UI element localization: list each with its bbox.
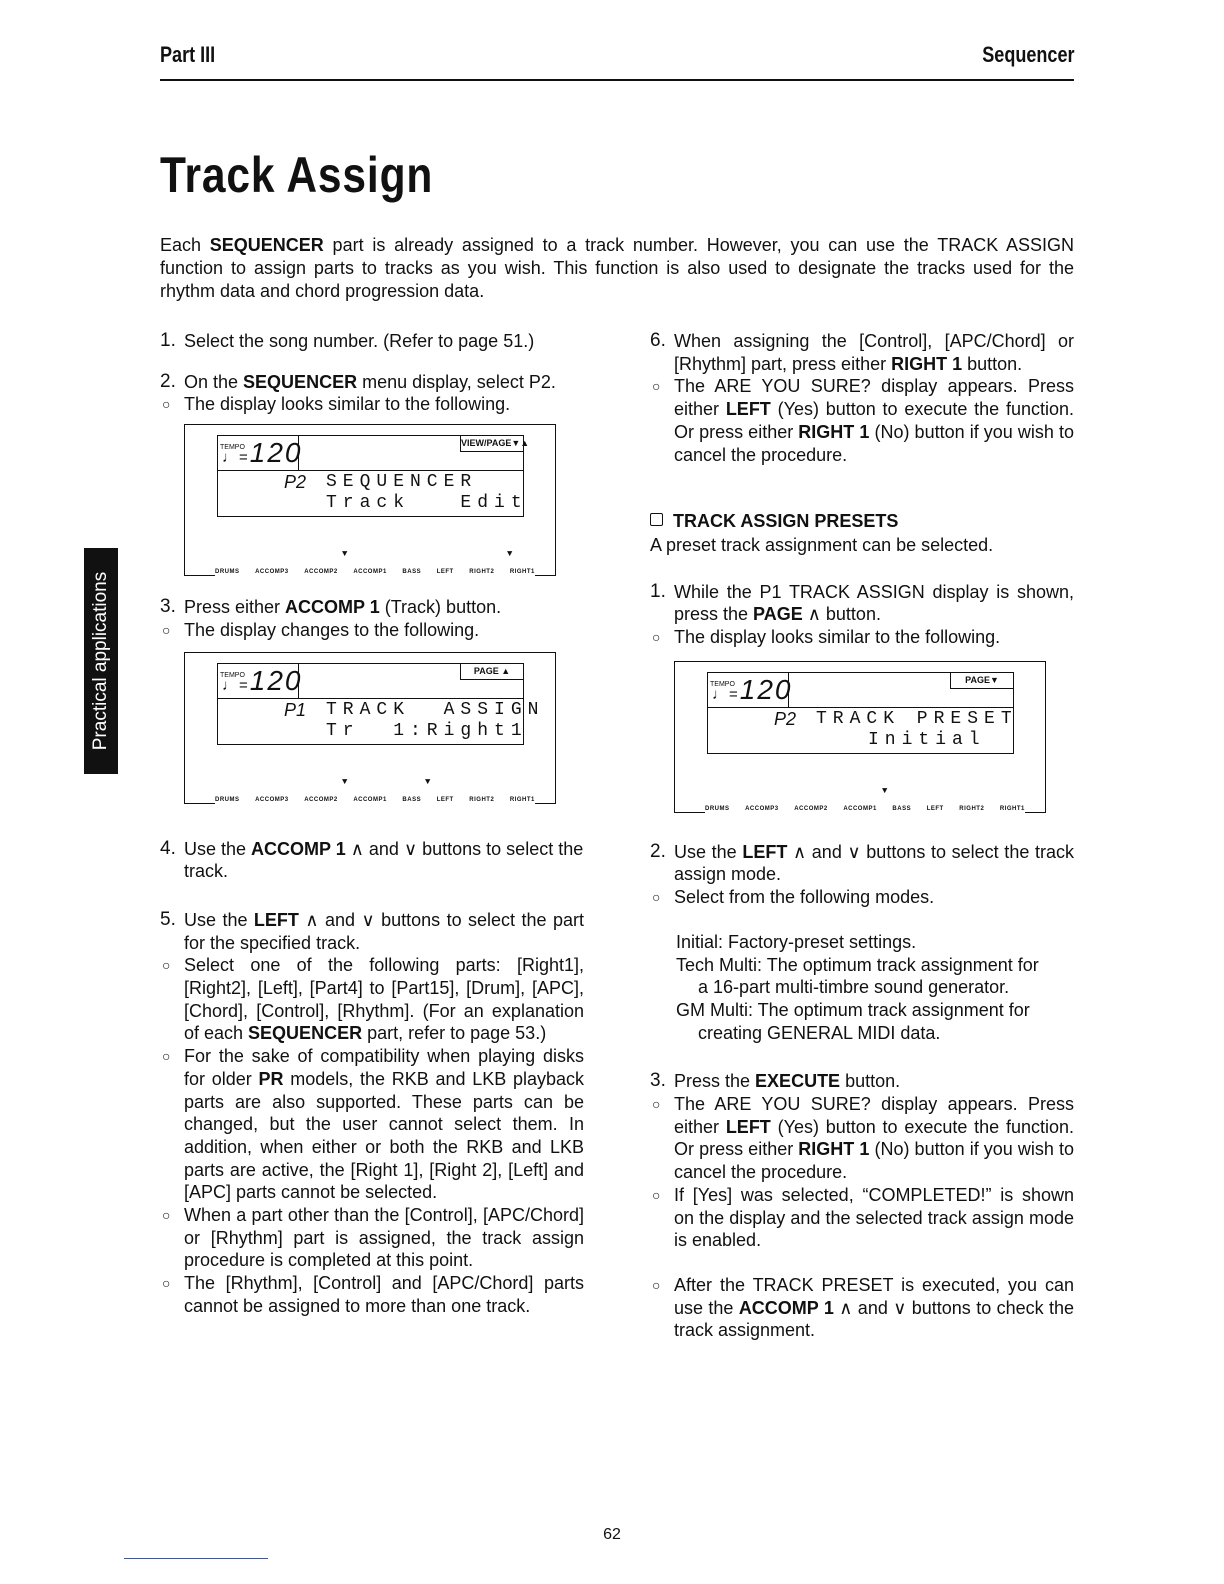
intro-paragraph (160, 234, 1074, 303)
lcd-label: DRUMS (215, 569, 240, 576)
step-number: 2. (160, 370, 176, 392)
step-text: Use the (184, 909, 254, 930)
bullet-bold: SEQUENCER (248, 1023, 363, 1044)
bullet (650, 1184, 1074, 1252)
lcd-page-number: P2 (284, 472, 307, 493)
step-number: 1. (160, 330, 176, 351)
note-icon: ♩= (712, 685, 740, 703)
bullet (160, 954, 584, 1045)
lcd-label: DRUMS (215, 796, 240, 803)
lcd-tempo-value (712, 675, 792, 710)
lcd-tempo-value (222, 438, 302, 473)
bullet-text: For the sake of compatibility when playing disks for older (184, 1046, 584, 1089)
step-3 (160, 596, 584, 619)
lcd-label: LEFT (436, 569, 454, 576)
side-tab-label: Practical applications (90, 571, 111, 751)
step-4 (160, 838, 584, 883)
side-tab (84, 548, 118, 774)
left-column (160, 330, 584, 1318)
step-bold: ACCOMP 1 (285, 597, 380, 618)
lcd-label: ACCOMP1 (353, 796, 387, 803)
bullet (160, 1272, 584, 1317)
section-title-text: TRACK ASSIGN PRESETS (673, 511, 899, 532)
bullet-text: (Yes) button to execute the function. Or press either (674, 1116, 1074, 1160)
lcd-button-labels (215, 789, 535, 812)
step-number: 3. (650, 1070, 666, 1092)
lcd-tempo-cell (218, 664, 303, 698)
bullet-icon: ○ (652, 1276, 661, 1293)
step-bold: LEFT (253, 909, 299, 930)
step-number: 2. (650, 840, 666, 862)
step-text: Use the (674, 841, 743, 862)
down-arrow-icon: ▼ (342, 776, 348, 787)
bullet-text: The display looks similar to the following. (674, 627, 1001, 648)
preset-step-3 (650, 1070, 1074, 1093)
step-text: On the (184, 371, 244, 392)
step-text: button. (840, 1071, 901, 1092)
step-text: While the P1 TRACK ASSIGN display is shown, press the (674, 581, 1074, 625)
lcd-top-box (217, 663, 524, 699)
lcd-main-box (217, 469, 528, 517)
bullet-bold: RIGHT 1 (798, 1139, 870, 1160)
lcd-line-2: Initial (868, 729, 986, 750)
lcd-label: RIGHT2 (959, 806, 985, 813)
lcd-line-2: Tr 1:Right1 (326, 720, 528, 741)
bullet-icon: ○ (162, 1207, 171, 1224)
bullet-text: When a part other than the [Control], [APC/Chord] or [Rhythm] part is assigned, the track assign procedure is completed at this point. (184, 1205, 584, 1271)
bullet-text: ∧ and ∨ buttons to check the track assignment. (674, 1297, 1075, 1341)
lcd-page-indicator: PAGE ▲ (460, 664, 523, 680)
step-5 (160, 909, 584, 954)
lcd-main-box (217, 697, 545, 745)
bullet-text: The display looks similar to the following. (184, 394, 511, 415)
bullet (650, 1093, 1074, 1184)
step-text: ∧ and ∨ buttons to select the part for the specified track. (184, 909, 584, 953)
lcd-label: LEFT (436, 796, 454, 803)
page-title: Track Assign (160, 147, 434, 203)
footer-line (124, 1558, 268, 1559)
bullet-bold: RIGHT 1 (798, 421, 870, 442)
lcd-display-track-assign (184, 652, 556, 804)
bullet-text: models, the RKB and LKB playback parts are also supported. These parts can be changed, but the user cannot select them. In addition, when either or both the RKB and LKB parts are active, the [Right 1], [Right 2], [Left] and [APC] parts cannot be selected. (184, 1068, 584, 1203)
lcd-tempo-number: 120 (249, 437, 303, 469)
lcd-line-1: SEQUENCER (326, 472, 478, 493)
step-number: 4. (160, 837, 176, 859)
lcd-label: ACCOMP2 (304, 796, 338, 803)
mode-gm-multi: GM Multi: The optimum track assignment for (676, 999, 1030, 1020)
bullet-icon: ○ (652, 889, 661, 906)
bullet-text: The ARE YOU SURE? display appears. Press either (674, 376, 1074, 420)
step-text: ∧ button. (802, 604, 881, 625)
right-column (650, 330, 1074, 1342)
lcd-main-box (707, 706, 1018, 754)
bullet-icon: ○ (162, 396, 171, 413)
step-text: ∧ and ∨ buttons to select the track. (184, 838, 584, 882)
lcd-page-number: P1 (284, 699, 307, 720)
step-bold: EXECUTE (755, 1071, 841, 1092)
lcd-label: ACCOMP3 (255, 569, 289, 576)
step-number: 3. (160, 596, 176, 618)
step-text: button. (962, 353, 1023, 374)
step-text: ∧ and ∨ buttons to select the track assign mode. (674, 841, 1074, 885)
bullet-text: (Yes) button to execute the function. Or press either (674, 399, 1074, 442)
lcd-button-labels (705, 798, 1025, 821)
step-text: Use the (184, 838, 252, 859)
bullet (160, 619, 584, 642)
bullet-text: The [Rhythm], [Control] and [APC/Chord] parts cannot be assigned to more than one track. (184, 1273, 584, 1316)
lcd-label: RIGHT1 (509, 569, 535, 576)
step-number: 1. (650, 580, 666, 602)
lcd-label: DRUMS (705, 806, 730, 813)
bullet-icon: ○ (162, 1275, 171, 1292)
note-icon: ♩= (222, 449, 250, 467)
intro-bold: SEQUENCER (209, 235, 324, 255)
preset-step-2 (650, 841, 1074, 886)
step-bold: RIGHT 1 (891, 353, 963, 374)
section-intro: A preset track assignment can be selected. (650, 534, 994, 555)
lcd-label: ACCOMP3 (745, 806, 779, 813)
intro-text-1: Each (160, 235, 210, 255)
bullet-bold: PR (258, 1068, 284, 1089)
step-text: Press the (674, 1071, 756, 1092)
bullet-icon: ○ (652, 629, 661, 646)
step-number: 5. (160, 908, 176, 930)
bullet-text: part, refer to page 53.) (362, 1023, 547, 1044)
bullet-icon: ○ (652, 1096, 661, 1113)
step-number: 6. (650, 330, 666, 351)
lcd-label: ACCOMP1 (353, 569, 387, 576)
lcd-tempo-label: TEMPO (220, 444, 245, 452)
lcd-line-2: Track Edit (326, 493, 528, 514)
lcd-label: RIGHT1 (509, 796, 535, 803)
bullet-text: If [Yes] was selected, “COMPLETED!” is shown on the display and the selected track assign mode is enabled. (674, 1184, 1074, 1251)
section-title (650, 510, 1074, 533)
step-bold: PAGE (753, 604, 803, 625)
bullet-text: The display changes to the following. (184, 619, 480, 640)
lcd-page-indicator: PAGE▼ (950, 673, 1013, 689)
lcd-label: RIGHT2 (469, 796, 495, 803)
bullet-icon: ○ (162, 957, 171, 974)
step-text: menu display, select P2. (357, 371, 556, 392)
note-icon: ♩= (222, 676, 250, 694)
lcd-label: RIGHT2 (469, 569, 495, 576)
header-rule (160, 79, 1074, 81)
lcd-label: ACCOMP2 (304, 569, 338, 576)
bullet-bold: ACCOMP 1 (738, 1297, 834, 1318)
step-1 (160, 330, 584, 353)
lcd-tempo-label: TEMPO (220, 671, 245, 679)
step-text: Select the song number. (Refer to page 51.) (184, 331, 535, 351)
bullet (160, 393, 584, 416)
page-number: 62 (603, 1526, 621, 1543)
section-square-icon (650, 513, 663, 526)
lcd-label: ACCOMP3 (255, 796, 289, 803)
lcd-tempo-label: TEMPO (710, 680, 735, 688)
mode-initial: Initial: Factory-preset settings. (676, 931, 917, 952)
step-6 (650, 330, 1074, 375)
lcd-tempo-value (222, 666, 302, 701)
step-text: When assigning the [Control], [APC/Chord] or [Rhythm] part, press either (674, 331, 1074, 374)
down-arrow-icon: ▼ (882, 785, 888, 796)
bullet-text: The ARE YOU SURE? display appears. Press either (674, 1094, 1074, 1137)
step-2 (160, 371, 584, 394)
bullet-text: (No) button if you wish to cancel the procedure. (674, 421, 1074, 465)
lcd-label: BASS (402, 569, 422, 576)
mode-list (650, 931, 1074, 1045)
preset-step-1 (650, 581, 1074, 626)
lcd-top-box (707, 672, 1014, 708)
bullet-text: (No) button if you wish to cancel the procedure. (674, 1139, 1074, 1183)
lcd-tempo-number: 120 (249, 664, 303, 696)
lcd-label: ACCOMP2 (794, 806, 828, 813)
lcd-tempo-number: 120 (739, 673, 793, 705)
bullet-icon: ○ (162, 621, 171, 638)
bullet (160, 1204, 584, 1272)
lcd-label: LEFT (926, 806, 944, 813)
lcd-button-labels (215, 561, 535, 584)
lcd-page-number: P2 (774, 708, 797, 729)
bullet-bold: LEFT (725, 1116, 771, 1137)
mode-gm-multi-desc: creating GENERAL MIDI data. (698, 1022, 941, 1043)
bullet (650, 626, 1074, 649)
bullet (650, 375, 1074, 466)
bullet-bold: LEFT (725, 399, 771, 420)
down-arrow-icon: ▼ (342, 549, 348, 560)
bullet (160, 1045, 584, 1204)
down-arrow-icon: ▼ (507, 549, 513, 560)
lcd-display-track-preset (674, 661, 1046, 813)
intro-text-2: part is already assigned to a track number. However, you can use the TRACK ASSIGN function to assign parts to tracks as you wish. This function is also used to designate the tracks used for the rhythm data and chord progression data. (160, 235, 1074, 301)
bullet-text: Select one of the following parts: [Right1], [Right2], [Left], [Part4] to [Part15], [Drum], [APC], [Chord], [Control], [Rhythm]. (For an explanation of each (184, 955, 584, 1044)
step-bold: ACCOMP 1 (251, 838, 346, 859)
bullet-icon: ○ (652, 1186, 661, 1203)
step-text: Press either (184, 597, 286, 618)
mode-tech-multi-desc: a 16-part multi-timbre sound generator. (698, 977, 1010, 998)
step-bold: LEFT (742, 841, 788, 862)
lcd-page-indicator: VIEW/PAGE▼▲ (460, 436, 523, 452)
lcd-display-sequencer-menu (184, 424, 556, 576)
header-part: Part III (160, 42, 216, 67)
bullet (650, 886, 1074, 909)
bullet-icon: ○ (652, 378, 661, 395)
lcd-tempo-cell (708, 673, 793, 707)
bullet-text: Select from the following modes. (674, 887, 935, 908)
bullet-icon: ○ (162, 1048, 171, 1065)
step-bold: SEQUENCER (243, 371, 358, 392)
bullet-text: After the TRACK PRESET is executed, you can use the (674, 1274, 1074, 1318)
header-section: Sequencer (981, 42, 1074, 67)
lcd-label: ACCOMP1 (843, 806, 877, 813)
lcd-label: BASS (402, 796, 422, 803)
lcd-line-1: TRACK PRESET (816, 708, 1018, 729)
down-arrow-icon: ▼ (425, 776, 431, 787)
lcd-line-1: TRACK ASSIGN (326, 699, 545, 720)
lcd-tempo-cell (218, 436, 303, 470)
bullet (650, 1274, 1074, 1342)
mode-tech-multi: Tech Multi: The optimum track assignment for (676, 954, 1039, 975)
lcd-label: BASS (892, 806, 912, 813)
lcd-label: RIGHT1 (999, 806, 1025, 813)
lcd-top-box (217, 435, 530, 471)
step-text: (Track) button. (379, 597, 502, 618)
